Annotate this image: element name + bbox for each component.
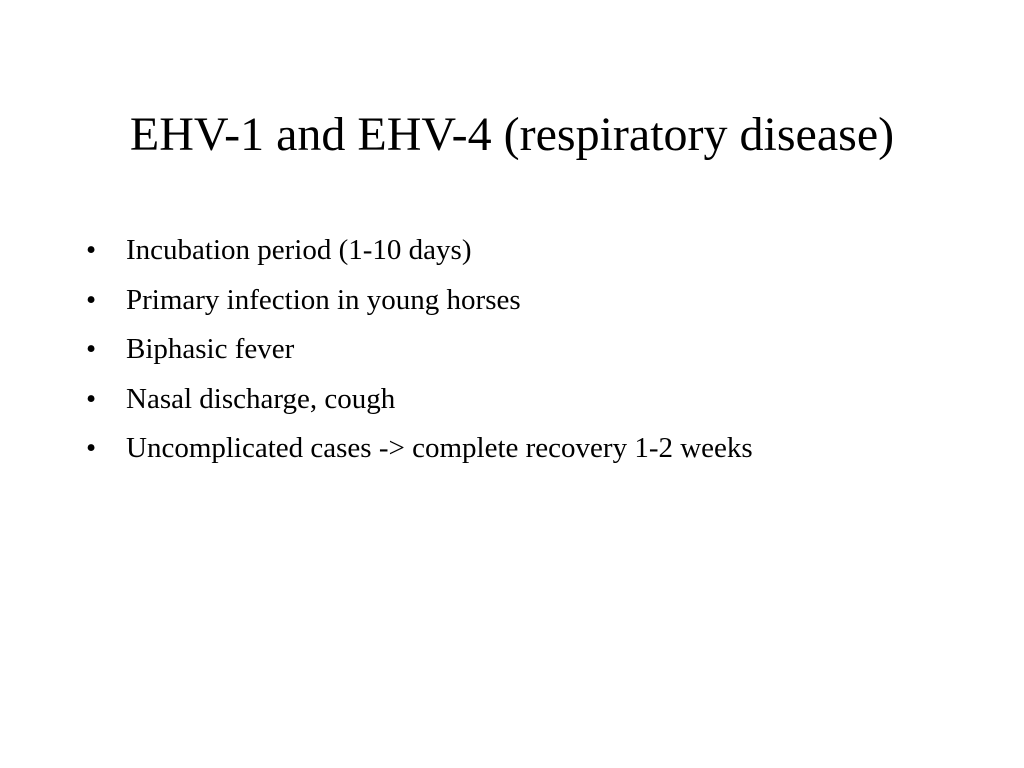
bullet-icon: • [86, 432, 97, 464]
bullet-text-incubation: Incubation period (1-10 days) [126, 234, 472, 266]
bullet-text-fever: Biphasic fever [126, 333, 295, 365]
bullet-text-recovery: Uncomplicated cases -> complete recovery 1-2 weeks [126, 432, 753, 464]
bullet-item [86, 375, 986, 425]
slide-title: EHV-1 and EHV-4 (respiratory disease) [129, 108, 895, 161]
bullet-icon: • [86, 382, 97, 415]
bullet-item [86, 424, 986, 474]
bullet-icon: • [86, 283, 97, 316]
bullet-item [86, 325, 986, 375]
bullet-list [86, 226, 986, 474]
bullet-text-nasal-discharge: Nasal discharge, cough [126, 382, 396, 415]
bullet-text-primary-infection: Primary infection in young horses [126, 283, 521, 316]
bullet-item [86, 226, 986, 276]
bullet-icon: • [86, 333, 97, 365]
bullet-item [86, 276, 986, 326]
bullet-icon: • [86, 234, 97, 266]
